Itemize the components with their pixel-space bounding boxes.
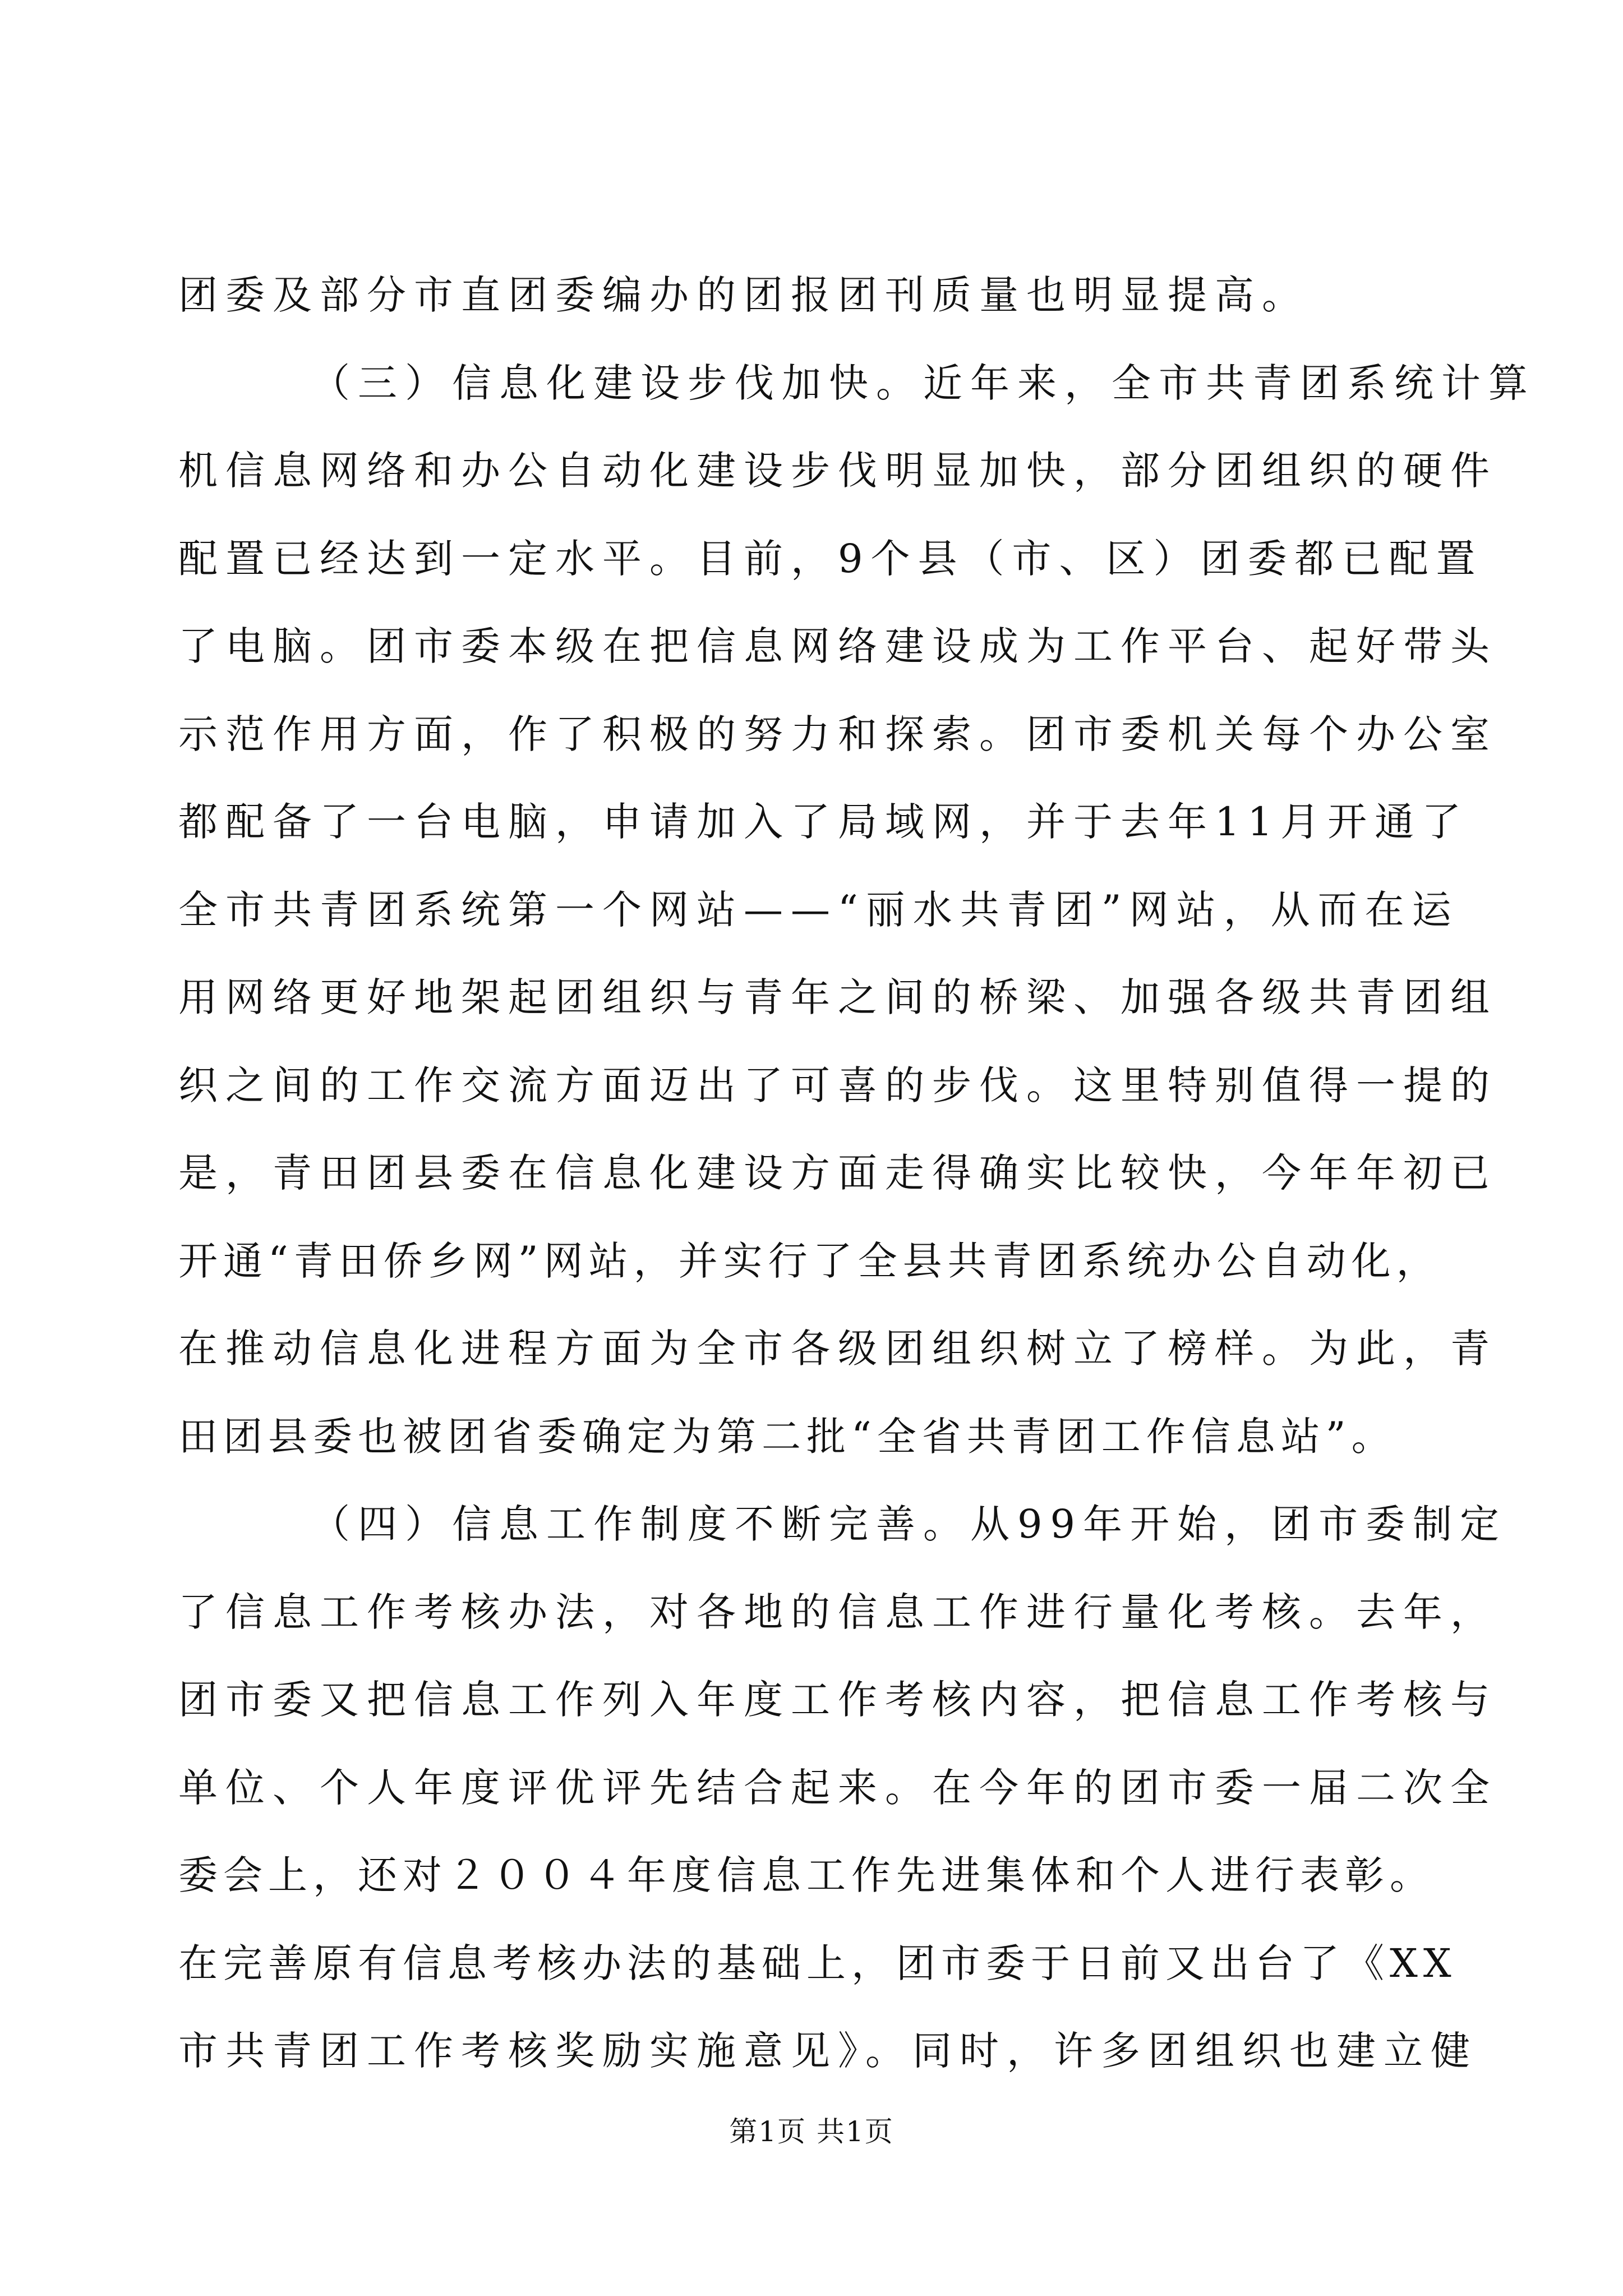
text-line-3: 机信息网络和办公自动化建设步伐明显加快，部分团组织的硬件	[178, 448, 1497, 494]
text-line-6: 示范作用方面，作了积极的努力和探索。团市委机关每个办公室	[178, 711, 1497, 757]
text-line-20: 在完善原有信息考核办法的基础上，团市委于日前又出台了《XX	[178, 1940, 1457, 1986]
text-line-10: 织之间的工作交流方面迈出了可喜的步伐。这里特别值得一提的	[178, 1062, 1497, 1108]
text-line-19: 委会上，还对２００４年度信息工作先进集体和个人进行表彰。	[178, 1852, 1435, 1898]
text-line-7: 都配备了一台电脑，申请加入了局域网，并于去年11月开通了	[178, 799, 1469, 845]
text-line-16: 了信息工作考核办法，对各地的信息工作进行量化考核。去年，	[178, 1589, 1497, 1635]
page-number: 第1页 共1页	[729, 2115, 894, 2148]
text-line-8: 全市共青团系统第一个网站——“丽水共青团”网站，从而在运	[178, 886, 1459, 933]
text-line-14: 田团县委也被团省委确定为第二批“全省共青团工作信息站”。	[178, 1413, 1396, 1460]
text-line-1: 团委及部分市直团委编办的团报团刊质量也明显提高。	[178, 272, 1309, 318]
text-line-9: 用网络更好地架起团组织与青年之间的桥梁、加强各级共青团组	[178, 974, 1497, 1020]
text-line-4: 配置已经达到一定水平。目前，9个县（市、区）团委都已配置	[178, 535, 1483, 582]
text-line-15: （四）信息工作制度不断完善。从99年开始，团市委制定	[311, 1501, 1507, 1547]
text-line-18: 单位、个人年度评优评先结合起来。在今年的团市委一届二次全	[178, 1764, 1497, 1811]
page-footer	[0, 2109, 1623, 2154]
document-body	[178, 251, 1536, 2095]
text-line-11: 是，青田团县委在信息化建设方面走得确实比较快，今年年初已	[178, 1150, 1497, 1196]
text-line-2: （三）信息化建设步伐加快。近年来，全市共青团系统计算	[311, 360, 1536, 406]
text-line-13: 在推动信息化进程方面为全市各级团组织树立了榜样。为此，青	[178, 1326, 1497, 1372]
text-line-12: 开通“青田侨乡网”网站，并实行了全县共青团系统办公自动化，	[178, 1237, 1441, 1284]
text-line-21: 市共青团工作考核奖励实施意见》。同时，许多团组织也建立健	[178, 2028, 1478, 2074]
text-line-17: 团市委又把信息工作列入年度工作考核内容，把信息工作考核与	[178, 1677, 1497, 1723]
text-line-5: 了电脑。团市委本级在把信息网络建设成为工作平台、起好带头	[178, 623, 1497, 669]
